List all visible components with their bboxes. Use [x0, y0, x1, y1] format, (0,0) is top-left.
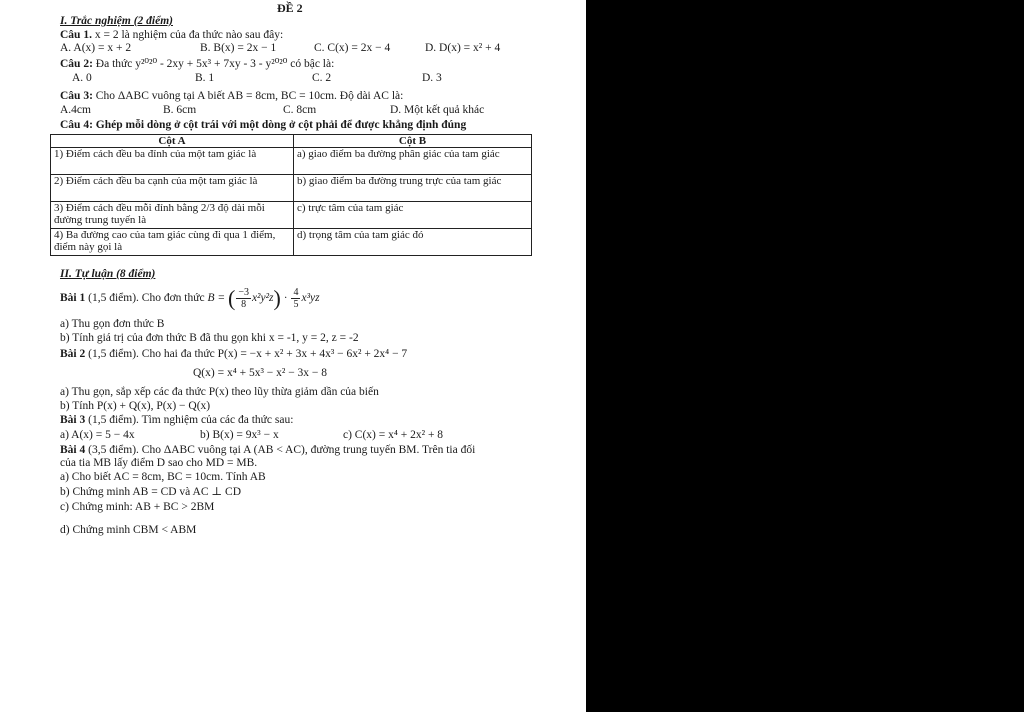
q1-stem	[60, 29, 283, 42]
column-b-cell: b) giao điểm ba đường trung trực của tam giác	[294, 175, 532, 202]
bai4-intro-line2: của tia MB lấy điểm D sao cho MD = MB.	[60, 457, 258, 469]
bai4-part-a: a) Cho biết AC = 8cm, BC = 10cm. Tính AB	[60, 471, 266, 483]
bai3-label: Bài 3	[60, 414, 86, 426]
column-a-cell: 3) Điểm cách đều mỗi đỉnh bằng 2/3 độ dài mỗi đường trung tuyến là	[51, 202, 294, 229]
table-row	[51, 175, 532, 202]
bai1-stem: Bài 1 (1,5 điểm). Cho đơn thức B = ( $\frac{-3}{8}$ x²y²z) · $\frac{4}{5}$ x³yz	[60, 285, 320, 311]
bai4-part-d: d) Chứng minh CBM < ABM	[60, 524, 197, 536]
right-paren: )	[273, 285, 281, 311]
q2-stem	[60, 58, 334, 71]
column-a-header: Cột A	[51, 135, 294, 148]
q2-label: Câu 2:	[60, 58, 93, 70]
bai2-q-formula: Q(x) = x⁴ + 5x³ − x² − 3x − 8	[193, 367, 328, 379]
q3-text: Cho ΔABC vuông tại A biết AB = 8cm, BC = 10cm. Độ dài AC là:	[95, 90, 404, 102]
bai4-part-b: b) Chứng minh AB = CD và AC ⊥ CD	[60, 486, 242, 498]
bai3-part-c: c) C(x) = x⁴ + 2x² + 8	[343, 429, 444, 441]
bai4-part-c: c) Chứng minh: AB + BC > 2BM	[60, 501, 215, 513]
bai4-stem	[60, 444, 475, 457]
column-b-cell: c) trực tâm của tam giác	[294, 202, 532, 229]
bai2-part-b: b) Tính P(x) + Q(x), P(x) − Q(x)	[60, 400, 211, 412]
table-row	[51, 148, 532, 175]
bai1-lhs: B =	[207, 292, 226, 304]
q4-label: Câu 4:	[60, 119, 93, 131]
bai4-intro: (3,5 điểm). Cho ΔABC vuông tại A (AB < AC), đường trung tuyến BM. Trên tia đối	[88, 444, 476, 456]
column-a-cell: 4) Ba đường cao của tam giác cùng đi qua 1 điểm, điểm này gọi là	[51, 229, 294, 256]
fraction-2: $\frac{4}{5}$	[293, 286, 299, 310]
bai1-intro: (1,5 điểm). Cho đơn thức	[88, 292, 205, 304]
q2-option-c: C. 2	[312, 72, 332, 84]
column-b-cell: d) trọng tâm của tam giác đó	[294, 229, 532, 256]
table-row	[51, 202, 532, 229]
column-b-header: Cột B	[294, 135, 532, 148]
q2-option-d: D. 3	[422, 72, 442, 84]
q1-text: x = 2 là nghiệm của đa thức nào sau đây:	[94, 29, 284, 41]
exam-title: ĐỀ 2	[277, 1, 303, 15]
q2-option-a: A. 0	[72, 72, 92, 84]
section2-heading: II. Tự luận (8 điểm)	[60, 268, 156, 280]
bai2-part-a: a) Thu gọn, sắp xếp các đa thức P(x) theo lũy thừa giảm dần của biến	[60, 386, 379, 398]
left-paren: (	[227, 285, 236, 311]
q4-stem	[60, 119, 466, 132]
column-b-cell: a) giao điểm ba đường phân giác của tam giác	[294, 148, 532, 175]
bai2-intro: (1,5 điểm). Cho hai đa thức P(x) = −x + x² + 3x + 4x³ − 6x² + 2x⁴ − 7	[88, 348, 408, 360]
q3-option-b: B. 6cm	[163, 104, 197, 116]
table-row	[51, 229, 532, 256]
q1-option-c: C. C(x) = 2x − 4	[314, 42, 391, 54]
bai3-part-b: b) B(x) = 9x³ − x	[200, 429, 279, 441]
black-margin	[586, 0, 1024, 712]
fraction-1: $\frac{-3}{8}$	[238, 286, 249, 310]
table-header-row	[51, 135, 532, 148]
q1-option-b: B. B(x) = 2x − 1	[200, 42, 277, 54]
bai3-stem	[60, 414, 293, 427]
bai2-label: Bài 2	[60, 348, 86, 360]
q1-option-a: A. A(x) = x + 2	[60, 42, 132, 54]
bai1-label: Bài 1	[60, 292, 86, 304]
bai4-label: Bài 4	[60, 444, 86, 456]
section1-heading: I. Trắc nghiệm (2 điểm)	[60, 15, 173, 27]
q2-option-b: B. 1	[195, 72, 215, 84]
q3-option-a: A.4cm	[60, 104, 91, 116]
q3-stem	[60, 90, 403, 103]
bai1-part-b: b) Tính giá trị của đơn thức B đã thu gọn khi x = -1, y = 2, z = -2	[60, 332, 359, 344]
column-a-cell: 2) Điểm cách đều ba cạnh của một tam giác là	[51, 175, 294, 202]
bai3-intro: (1,5 điểm). Tìm nghiệm của các đa thức sau:	[88, 414, 294, 426]
q1-option-d: D. D(x) = x² + 4	[425, 42, 501, 54]
matching-table	[50, 134, 532, 256]
q4-text: Ghép mỗi dòng ở cột trái với một dòng ở cột phải để được khẳng định đúng	[95, 119, 467, 131]
q3-option-d: D. Một kết quả khác	[390, 104, 485, 116]
bai1-part-a: a) Thu gọn đơn thức B	[60, 318, 165, 330]
q3-option-c: C. 8cm	[283, 104, 317, 116]
column-a-cell: 1) Điểm cách đều ba đỉnh của một tam giác là	[51, 148, 294, 175]
bai2-stem	[60, 348, 407, 361]
q2-text: Đa thức y²⁰²⁰ - 2xy + 5x³ + 7xy - 3 - y²⁰²⁰ có bậc là:	[95, 58, 335, 70]
q3-label: Câu 3:	[60, 90, 93, 102]
q1-label: Câu 1.	[60, 29, 92, 41]
bai3-part-a: a) A(x) = 5 − 4x	[60, 429, 135, 441]
